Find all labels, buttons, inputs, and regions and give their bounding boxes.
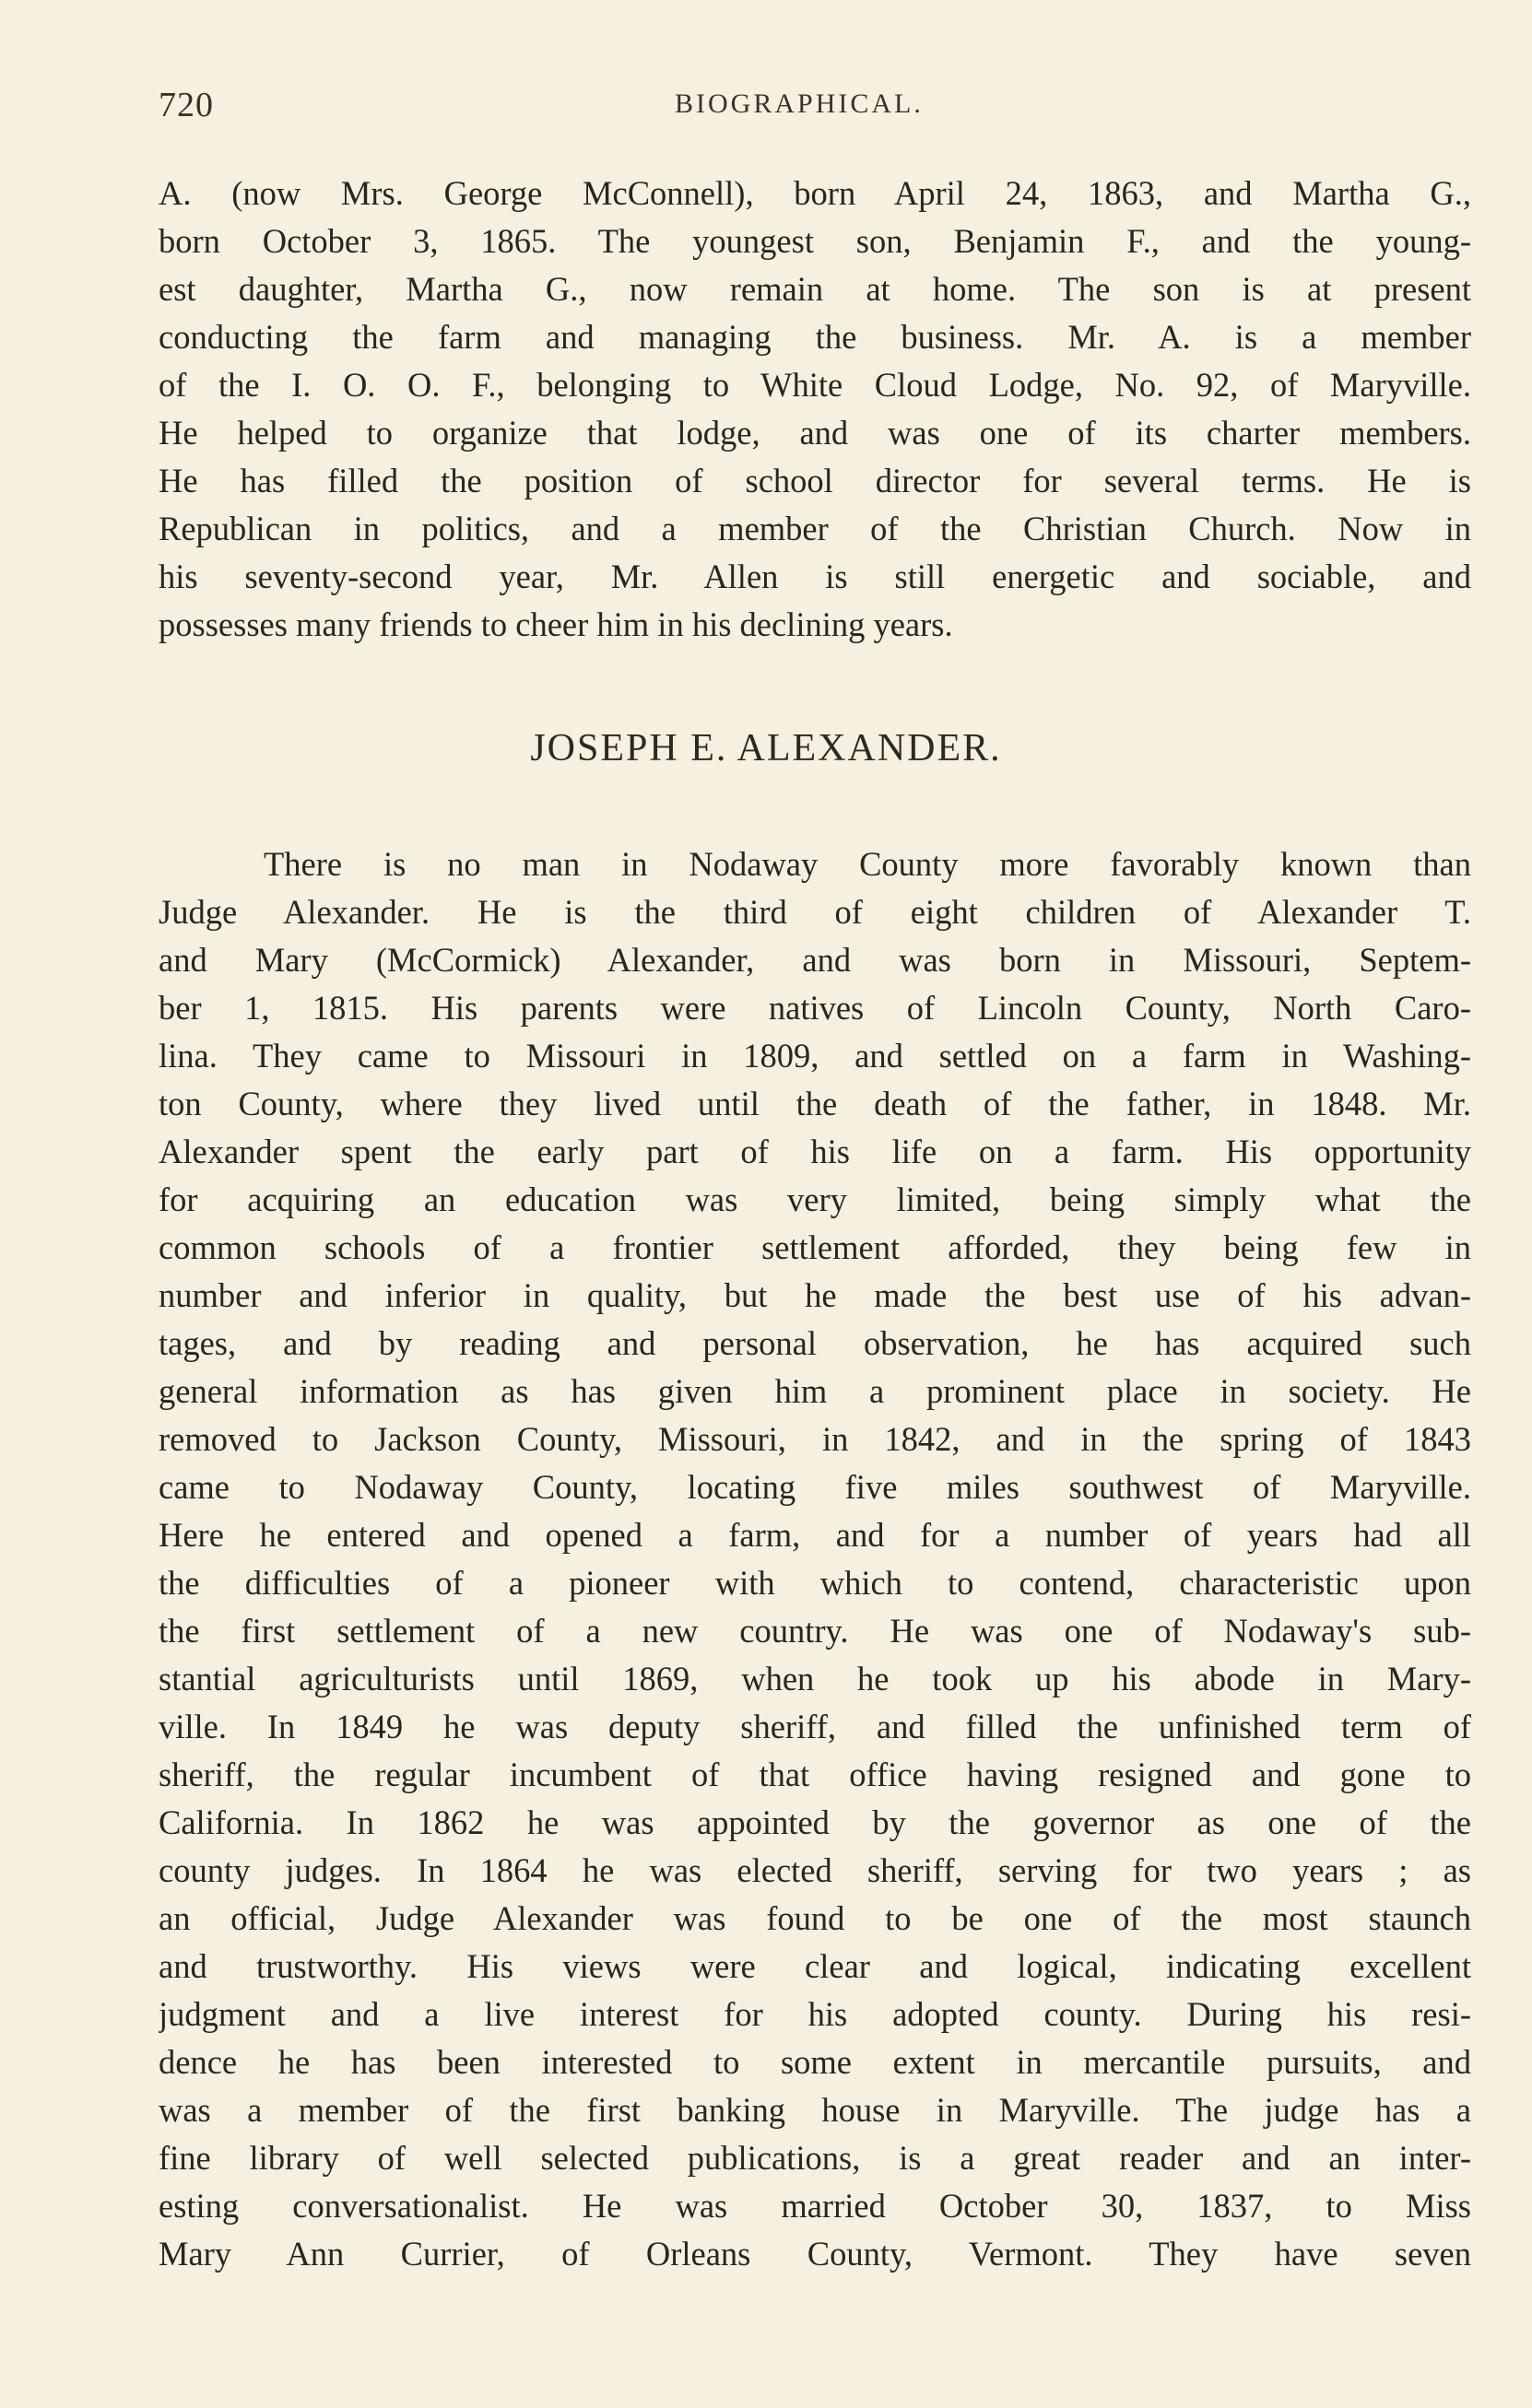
text-line: tages, and by reading and personal observation, he has acquired such bbox=[159, 1324, 1471, 1362]
text-line: est daughter, Martha G., now remain at home. The son is at present bbox=[159, 270, 1471, 308]
text-line: There is no man in Nodaway County more favorably known than bbox=[264, 845, 1471, 883]
text-line: stantial agriculturists until 1869, when he took up his abode in Mary- bbox=[159, 1660, 1471, 1697]
text-line: ville. In 1849 he was deputy sheriff, and filled the unfinished term of bbox=[159, 1708, 1471, 1745]
text-line: judgment and a live interest for his adopted county. During his resi- bbox=[159, 1995, 1471, 2033]
text-line: of the I. O. O. F., belonging to White Cloud Lodge, No. 92, of Maryville. bbox=[159, 366, 1471, 404]
text-line: He has filled the position of school director for several terms. He is bbox=[159, 462, 1471, 499]
text-line: and Mary (McCormick) Alexander, and was born in Missouri, Septem- bbox=[159, 941, 1471, 979]
text-line: was a member of the first banking house in Maryville. The judge has a bbox=[159, 2091, 1471, 2129]
text-line: sheriff, the regular incumbent of that office having resigned and gone to bbox=[159, 1756, 1471, 1793]
text-line: Mary Ann Currier, of Orleans County, Vermont. They have seven bbox=[159, 2235, 1471, 2273]
text-line: conducting the farm and managing the business. Mr. A. is a member bbox=[159, 318, 1471, 356]
text-line: California. In 1862 he was appointed by the governor as one of the bbox=[159, 1803, 1471, 1841]
text-line: Judge Alexander. He is the third of eight children of Alexander T. bbox=[159, 893, 1471, 931]
text-line: ber 1, 1815. His parents were natives of Lincoln County, North Caro- bbox=[159, 989, 1471, 1027]
text-line: the difficulties of a pioneer with which to contend, characteristic upon bbox=[159, 1564, 1471, 1602]
text-line: and trustworthy. His views were clear and logical, indicating excellent bbox=[159, 1947, 1471, 1985]
text-line: fine library of well selected publications, is a great reader and an inter- bbox=[159, 2139, 1471, 2177]
text-line: He helped to organize that lodge, and was one of its charter members. bbox=[159, 414, 1471, 452]
text-line: an official, Judge Alexander was found to be one of the most staunch bbox=[159, 1899, 1471, 1937]
text-line: common schools of a frontier settlement afforded, they being few in bbox=[159, 1228, 1471, 1266]
page-header bbox=[159, 85, 1477, 131]
text-line: county judges. In 1864 he was elected sheriff, serving for two years ; as bbox=[159, 1851, 1471, 1889]
text-line: his seventy-second year, Mr. Allen is still energetic and sociable, and bbox=[159, 558, 1471, 595]
text-line: number and inferior in quality, but he made the best use of his advan- bbox=[159, 1276, 1471, 1314]
running-head: BIOGRAPHICAL. bbox=[675, 88, 924, 119]
text-line: the first settlement of a new country. He was one of Nodaway's sub- bbox=[159, 1612, 1471, 1650]
biography-paragraph bbox=[159, 840, 1471, 2278]
text-line: Here he entered and opened a farm, and for a number of years had all bbox=[159, 1516, 1471, 1554]
text-line: lina. They came to Missouri in 1809, and settled on a farm in Washing- bbox=[159, 1037, 1471, 1075]
text-line: dence he has been interested to some extent in mercantile pursuits, and bbox=[159, 2043, 1471, 2081]
text-line: for acquiring an education was very limited, being simply what the bbox=[159, 1181, 1471, 1218]
section-title: JOSEPH E. ALEXANDER. bbox=[530, 727, 1002, 769]
text-line: general information as has given him a prominent place in society. He bbox=[159, 1372, 1471, 1410]
text-line: came to Nodaway County, locating five miles southwest of Maryville. bbox=[159, 1468, 1471, 1506]
text-line: Alexander spent the early part of his life on a farm. His opportunity bbox=[159, 1133, 1471, 1170]
text-line: born October 3, 1865. The youngest son, Benjamin F., and the young- bbox=[159, 222, 1471, 260]
text-line: ton County, where they lived until the death of the father, in 1848. Mr. bbox=[159, 1085, 1471, 1122]
text-line: esting conversationalist. He was married October 30, 1837, to Miss bbox=[159, 2187, 1471, 2225]
text-line: A. (now Mrs. George McConnell), born April 24, 1863, and Martha G., bbox=[159, 174, 1471, 212]
continued-paragraph bbox=[159, 170, 1471, 649]
page-number: 720 bbox=[159, 86, 214, 124]
text-line: Republican in politics, and a member of the Christian Church. Now in bbox=[159, 510, 1471, 547]
text-line: removed to Jackson County, Missouri, in 1842, and in the spring of 1843 bbox=[159, 1420, 1471, 1458]
text-line: possesses many friends to cheer him in his declining years. bbox=[159, 605, 953, 643]
